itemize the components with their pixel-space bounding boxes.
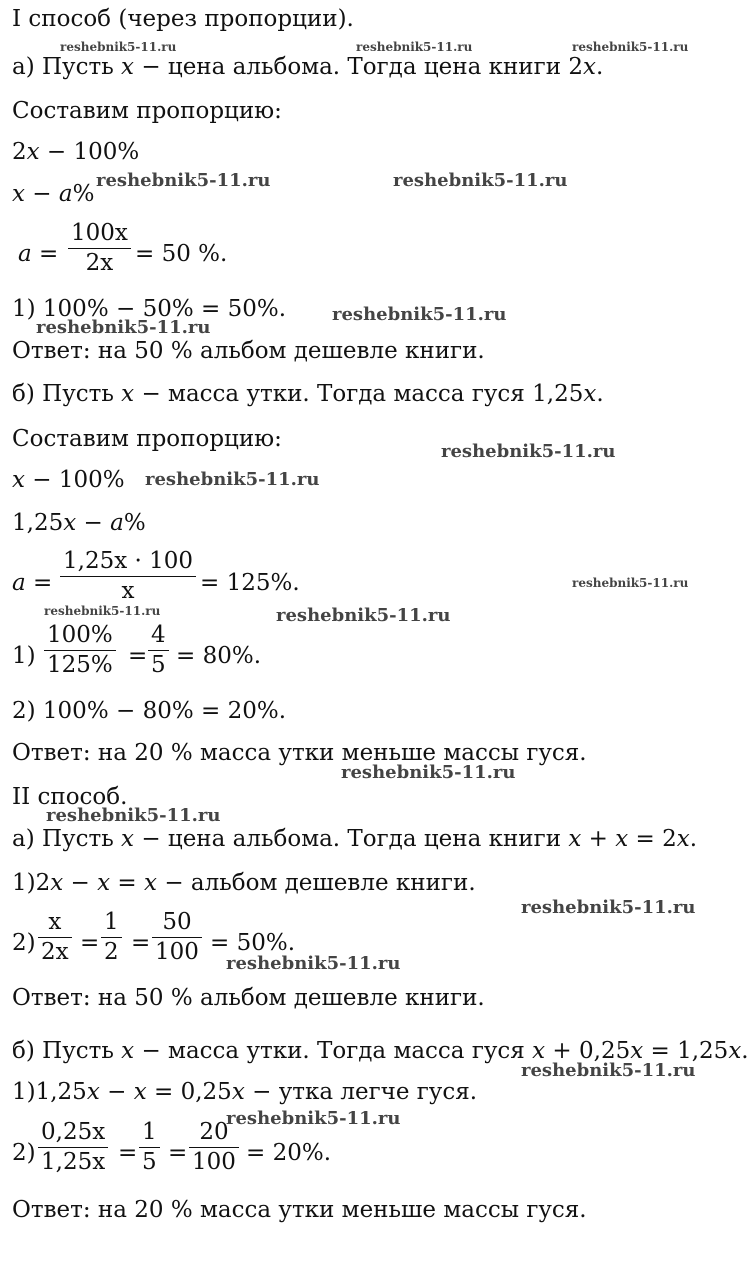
- watermark: reshebnik5-11.ru: [332, 304, 507, 325]
- method1-a-proportion-row2: x − a%: [12, 181, 95, 207]
- method2-b-step2-eq2: =: [168, 1140, 188, 1166]
- watermark: reshebnik5-11.ru: [276, 605, 451, 626]
- watermark: reshebnik5-11.ru: [572, 576, 689, 590]
- method2-a-step2-fraction2: 1 2: [101, 911, 122, 964]
- method2-a-step2-eq1: =: [80, 930, 100, 956]
- method2-a-answer: Ответ: на 50 % альбом дешевле книги.: [12, 985, 485, 1011]
- method1-a-proportion-label: Составим пропорцию:: [12, 98, 282, 124]
- method2-a-step2-fraction1: x 2x: [38, 911, 72, 964]
- watermark: reshebnik5-11.ru: [44, 604, 161, 618]
- method1-a-eq-lhs: a =: [18, 241, 59, 267]
- watermark: reshebnik5-11.ru: [96, 170, 271, 191]
- method1-b-step1-eq: =: [128, 643, 148, 669]
- watermark: reshebnik5-11.ru: [521, 1060, 696, 1081]
- method2-b-intro: б) Пусть x − масса утки. Тогда масса гуся x + 0,25x = 1,25x.: [12, 1038, 749, 1064]
- method2-b-step2-eq1: =: [118, 1140, 138, 1166]
- method1-b-answer: Ответ: на 20 % масса утки меньше массы гуся.: [12, 740, 587, 766]
- method1-a-eq-result: = 50 %.: [135, 241, 228, 267]
- watermark: reshebnik5-11.ru: [521, 897, 696, 918]
- method2-b-step1: 1)1,25x − x = 0,25x − утка легче гуся.: [12, 1079, 478, 1105]
- method1-b-step1-result: = 80%.: [176, 643, 262, 669]
- watermark: reshebnik5-11.ru: [356, 40, 473, 54]
- method2-b-answer: Ответ: на 20 % масса утки меньше массы гуся.: [12, 1197, 587, 1223]
- method1-a-answer: Ответ: на 50 % альбом дешевле книги.: [12, 338, 485, 364]
- watermark: reshebnik5-11.ru: [341, 762, 516, 783]
- method1-b-step1-fraction2: 4 5: [148, 624, 169, 677]
- method2-b-step2-fraction1: 0,25x 1,25x: [38, 1121, 108, 1174]
- method1-b-eq-result: = 125%.: [200, 570, 300, 596]
- watermark: reshebnik5-11.ru: [441, 441, 616, 462]
- method2-a-intro: а) Пусть x − цена альбома. Тогда цена книги x + x = 2x.: [12, 826, 698, 852]
- method1-title: I способ (через пропорции).: [12, 6, 354, 32]
- watermark: reshebnik5-11.ru: [46, 805, 221, 826]
- method2-b-step2-label: 2): [12, 1140, 36, 1166]
- watermark: reshebnik5-11.ru: [393, 170, 568, 191]
- method1-b-intro: б) Пусть x − масса утки. Тогда масса гуся 1,25x.: [12, 381, 604, 407]
- method1-b-proportion-row1: x − 100%: [12, 467, 125, 493]
- method1-b-step1-fraction: 100% 125%: [44, 624, 116, 677]
- method1-a-intro: а) Пусть x − цена альбома. Тогда цена книги 2x.: [12, 54, 604, 80]
- watermark: reshebnik5-11.ru: [226, 953, 401, 974]
- method2-title: II способ.: [12, 784, 128, 810]
- watermark: reshebnik5-11.ru: [36, 317, 211, 338]
- method1-a-proportion-row1: 2x − 100%: [12, 139, 140, 165]
- method1-b-step2: 2) 100% − 80% = 20%.: [12, 698, 287, 724]
- method2-b-step2-fraction2: 1 5: [139, 1121, 160, 1174]
- method1-b-fraction: 1,25x · 100 x: [60, 550, 196, 603]
- method2-b-step2-fraction3: 20 100: [189, 1121, 239, 1174]
- method2-a-step2-eq2: =: [131, 930, 151, 956]
- method2-a-step2-label: 2): [12, 930, 36, 956]
- method1-b-proportion-row2: 1,25x − a%: [12, 510, 146, 536]
- watermark: reshebnik5-11.ru: [572, 40, 689, 54]
- method2-b-step2-result: = 20%.: [246, 1140, 332, 1166]
- method1-b-proportion-label: Составим пропорцию:: [12, 426, 282, 452]
- watermark: reshebnik5-11.ru: [145, 469, 320, 490]
- method1-a-fraction: 100x 2x: [68, 222, 131, 275]
- watermark: reshebnik5-11.ru: [60, 40, 177, 54]
- watermark: reshebnik5-11.ru: [226, 1108, 401, 1129]
- method1-a-step1: 1) 100% − 50% = 50%.: [12, 296, 287, 322]
- method2-a-step2-result: = 50%.: [210, 930, 296, 956]
- method2-a-step1: 1)2x − x = x − альбом дешевле книги.: [12, 870, 476, 896]
- method1-b-eq-lhs: a =: [12, 570, 53, 596]
- method1-b-step1-label: 1): [12, 643, 36, 669]
- method2-a-step2-fraction3: 50 100: [152, 911, 202, 964]
